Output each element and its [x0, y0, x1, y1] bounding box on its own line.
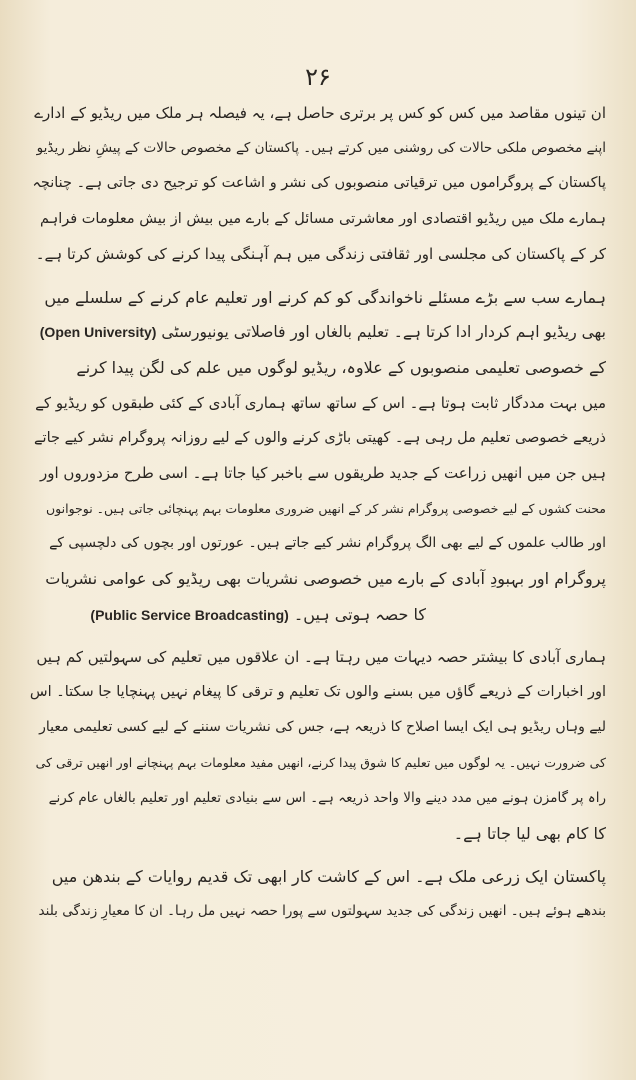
text-line: پاکستان ایک زرعی ملک ہے۔ اس کے کاشت کار ابھی تک قدیم روایات کے بندھن میں — [51, 866, 606, 886]
text-line: ہمارے سب سے بڑے مسئلے ناخواندگی کو کم کرنے اور تعلیم عام کرنے کے سلسلے میں — [44, 287, 606, 307]
english-term-public-service: (Public Service Broadcasting) — [90, 606, 289, 623]
text-line: پاکستان کے پروگراموں میں ترقیاتی منصوبوں کی نشر و اشاعت کو ترجیح دی جاتی ہے۔ چنانچہ — [32, 175, 606, 192]
text-line: راہ پر گامزن ہونے میں مدد دینے والا واحد ذریعہ ہے۔ اس سے بنیادی تعلیم اور تعلیم بالغاں عام کرنے — [48, 789, 606, 806]
text-line: ہماری آبادی کا بیشتر حصہ دیہات میں رہتا ہے۔ ان علاقوں میں تعلیم کی سہولتیں کم ہیں — [36, 647, 606, 666]
text-line: اور طالب علموں کے لیے بھی الگ پروگرام نشر کیے جاتے ہیں۔ عورتوں اور بچوں کی دلچسپی کے — [49, 535, 606, 552]
english-term-open-university: (Open University) — [39, 324, 157, 341]
text-line: لیے وہاں ریڈیو ہی ایک ایسا اصلاح کا ذریعہ ہے، جس کی نشریات سننے کے لیے کسی تعلیمی معیار — [39, 719, 606, 736]
text-segment: بھی ریڈیو اہم کردار ادا کرتا ہے۔ تعلیم بالغاں اور فاصلاتی یونیورسٹی — [161, 323, 606, 342]
text-line: ہمارے ملک میں ریڈیو اقتصادی اور معاشرتی مسائل کے بارے میں بیش از بیش معلومات فراہم — [40, 210, 606, 227]
text-line: بندھے ہوئے ہیں۔ انھیں زندگی کی جدید سہولتوں سے پورا حصہ نہیں مل رہا۔ ان کا معیارِ زندگی بلند — [38, 903, 606, 920]
text-segment: کا حصہ ہوتی ہیں۔ — [293, 604, 426, 624]
paragraph-4 — [30, 859, 606, 929]
text-line: اپنے مخصوص ملکی حالات کی روشنی میں کرتے ہیں۔ پاکستان کے مخصوص حالات کے پیشِ نظر ریڈیو — [36, 140, 606, 157]
text-line: ذریعے خصوصی تعلیم مل رہی ہے۔ کھیتی باڑی کرنے والوں کے لیے روزانہ پروگرام نشر کیے جاتے — [34, 429, 606, 446]
text-line: اور اخبارات کے ذریعے گاؤں میں بسنے والوں تک تعلیم و ترقی کا پیغام نہیں پہنچایا جا سکتا۔ اس — [30, 684, 606, 700]
text-line: کا کام بھی لیا جاتا ہے۔ — [453, 823, 606, 843]
text-line-with-english — [30, 597, 606, 632]
text-line: محنت کشوں کے لیے خصوصی پروگرام نشر کر کے انھیں ضروری معلومات بہم پہنچائی جاتی ہیں۔ نوجوانوں — [46, 501, 606, 517]
page-body — [30, 96, 606, 929]
text-line: پروگرام اور بہبودِ آبادی کے بارے میں خصوصی نشریات بھی ریڈیو کی عوامی نشریات — [45, 569, 606, 589]
text-line: کر کے پاکستان کی مجلسی اور ثقافتی زندگی میں ہم آہنگی پیدا کرنے کی کوشش کرتا ہے۔ — [35, 244, 606, 263]
text-line: ان تینوں مقاصد میں کس کو کس پر برتری حاصل ہے، یہ فیصلہ ہر ملک میں ریڈیو کے ادارے — [34, 104, 606, 122]
paragraph-2 — [30, 280, 606, 632]
text-line-with-english — [30, 315, 606, 350]
text-line: ہیں جن میں انھیں زراعت کے جدید طریقوں سے باخبر کیا جاتا ہے۔ اسی طرح مزدوروں اور — [40, 463, 606, 482]
paragraph-3 — [30, 640, 606, 851]
text-line: کے خصوصی تعلیمی منصوبوں کے علاوہ، ریڈیو لوگوں میں علم کی لگن پیدا کرنے — [76, 358, 606, 378]
paragraph-1 — [30, 96, 606, 272]
page-number: ۲۶ — [305, 63, 331, 91]
text-line: کی ضرورت نہیں۔ یہ لوگوں میں تعلیم کا شوق پیدا کرنے، انھیں مفید معلومات بہم پہنچانے اور انھیں ترقی کی — [35, 755, 606, 771]
text-line: میں بہت مددگار ثابت ہوتا ہے۔ اس کے ساتھ ساتھ ہماری آبادی کے کئی طبقوں کو ریڈیو کے — [35, 393, 606, 412]
